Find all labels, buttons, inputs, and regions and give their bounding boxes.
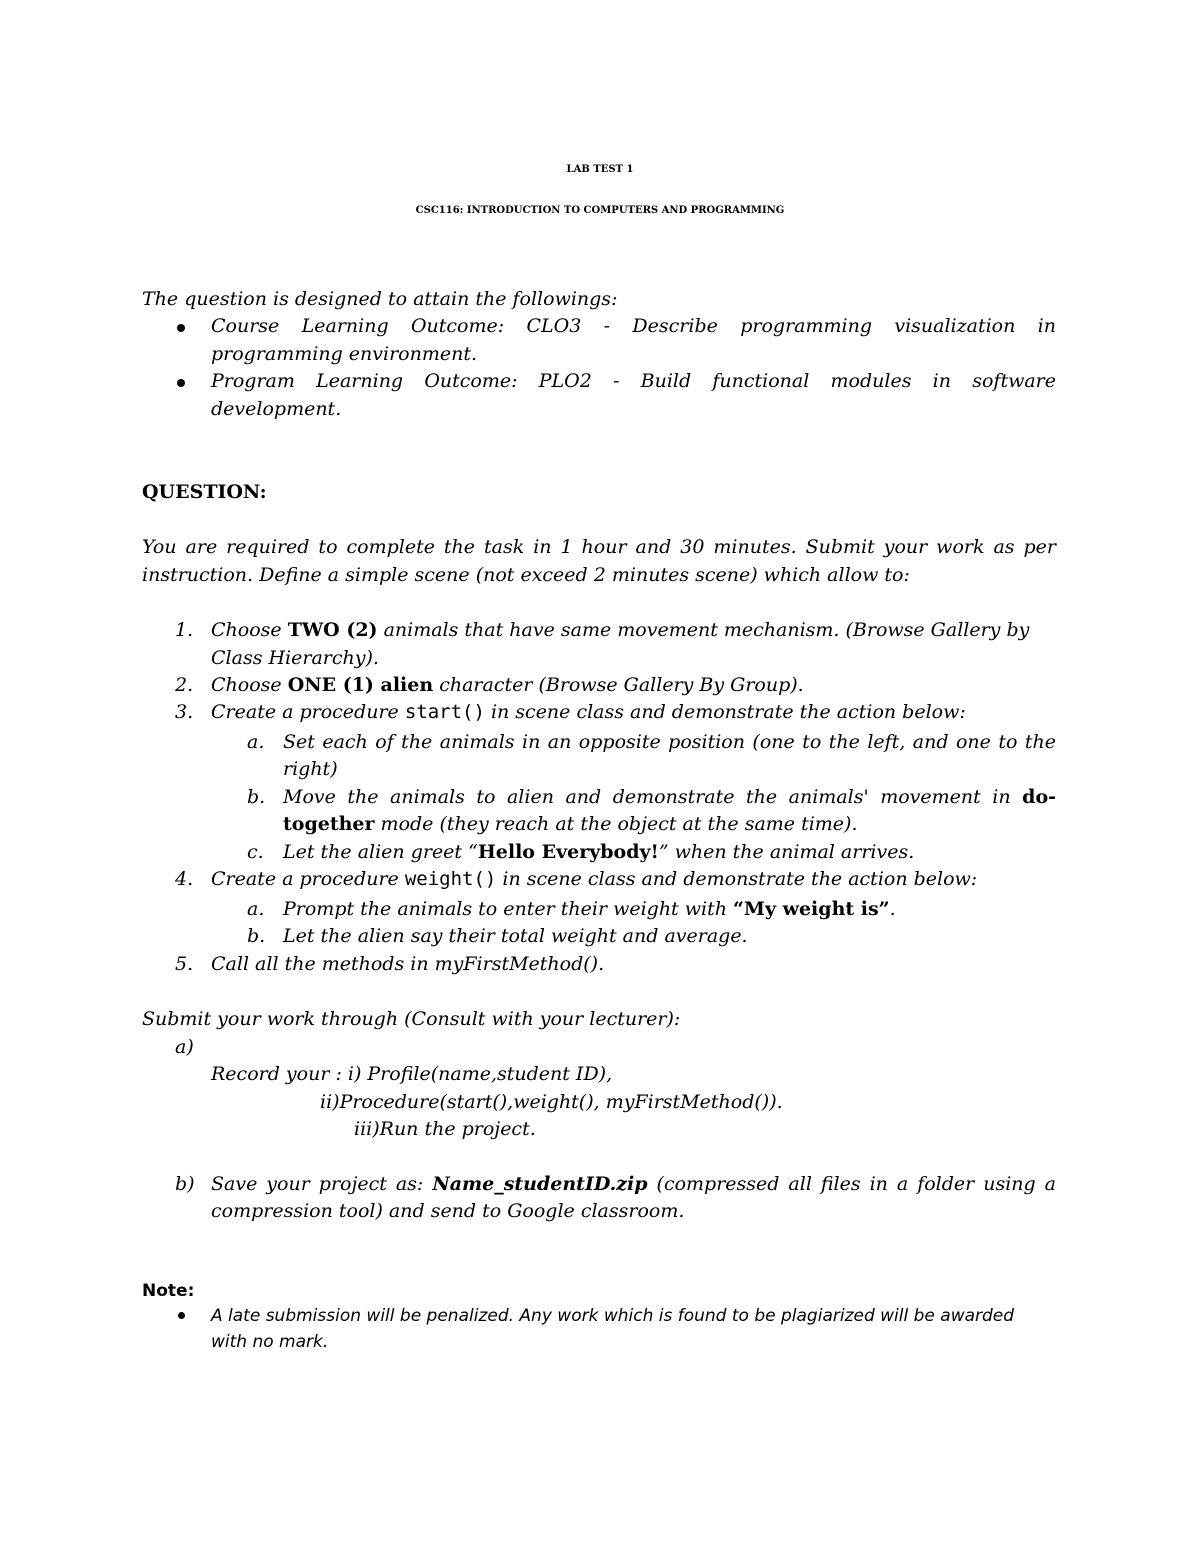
item-1-continued: Class Hierarchy). [211, 647, 379, 669]
item-number: 2. [175, 674, 194, 696]
item-4: Create a procedure weight() in scene class and demonstrate the action below: [211, 868, 978, 890]
submit-option-b-label: b) [175, 1173, 195, 1195]
note-line-2: with no mark. [211, 1332, 329, 1352]
clo-line-1: Course Learning Outcome: CLO3 - Describe programming visualization in [211, 315, 1056, 337]
item-3a-line-1: Set each of the animals in an opposite position (one to the left, and one to the [283, 731, 1056, 753]
subitem-letter: c. [247, 841, 264, 863]
item-3c: Let the alien greet “Hello Everybody!” when the animal arrives. [283, 841, 915, 863]
item-number: 3. [175, 701, 194, 723]
bullet-icon [178, 1312, 185, 1319]
item-3: Create a procedure start() in scene class and demonstrate the action below: [211, 701, 966, 723]
submit-b-line-1: Save your project as: Name_studentID.zip (compressed all files in a folder using a [211, 1173, 1056, 1195]
item-5: Call all the methods in myFirstMethod(). [211, 953, 605, 975]
clo-line-2: programming environment. [211, 343, 478, 365]
note-line-1: A late submission will be penalized. Any work which is found to be plagiarized will be awarded [211, 1306, 1015, 1326]
item-2: Choose ONE (1) alien character (Browse Gallery By Group). [211, 674, 804, 696]
item-3b-line-1: Move the animals to alien and demonstrate the animals' movement in do- [283, 786, 1056, 808]
lab-test-title: LAB TEST 1 [566, 164, 634, 175]
bullet-icon [177, 324, 185, 332]
subitem-letter: a. [247, 898, 265, 920]
item-3b-line-2: together mode (they reach at the object at the same time). [283, 813, 858, 835]
item-4b: Let the alien say their total weight and average. [283, 925, 748, 947]
outcomes-intro: The question is designed to attain the followings: [142, 288, 618, 310]
question-heading: QUESTION: [142, 481, 267, 503]
subitem-letter: b. [247, 925, 266, 947]
submit-intro: Submit your work through (Consult with your lecturer): [142, 1008, 681, 1030]
plo-line-2: development. [211, 398, 342, 420]
plo-line-1: Program Learning Outcome: PLO2 - Build functional modules in software [211, 370, 1056, 392]
question-intro-line-2: instruction. Define a simple scene (not exceed 2 minutes scene) which allow to: [142, 564, 910, 586]
item-4a: Prompt the animals to enter their weight with “My weight is”. [283, 898, 896, 920]
submit-a-line-2: ii)Procedure(start(),weight(), myFirstMethod()). [320, 1091, 783, 1113]
question-intro-line-1: You are required to complete the task in 1 hour and 30 minutes. Submit your work as per [142, 536, 1056, 558]
item-number: 4. [175, 868, 194, 890]
submit-a-line-1: Record your : i) Profile(name,student ID), [211, 1063, 613, 1085]
bullet-icon [177, 379, 185, 387]
note-heading: Note: [142, 1281, 195, 1301]
submit-b-line-2: compression tool) and send to Google classroom. [211, 1200, 685, 1222]
subitem-letter: a. [247, 731, 265, 753]
submit-option-a-label: a) [175, 1036, 194, 1058]
subitem-letter: b. [247, 786, 266, 808]
item-number: 1. [175, 619, 194, 641]
item-number: 5. [175, 953, 194, 975]
item-3a-line-2: right) [283, 758, 338, 780]
submit-a-line-3: iii)Run the project. [354, 1118, 536, 1140]
item-1: Choose TWO (2) animals that have same movement mechanism. (Browse Gallery by [211, 619, 1030, 641]
course-title: CSC116: INTRODUCTION TO COMPUTERS AND PROGRAMMING [415, 205, 785, 216]
